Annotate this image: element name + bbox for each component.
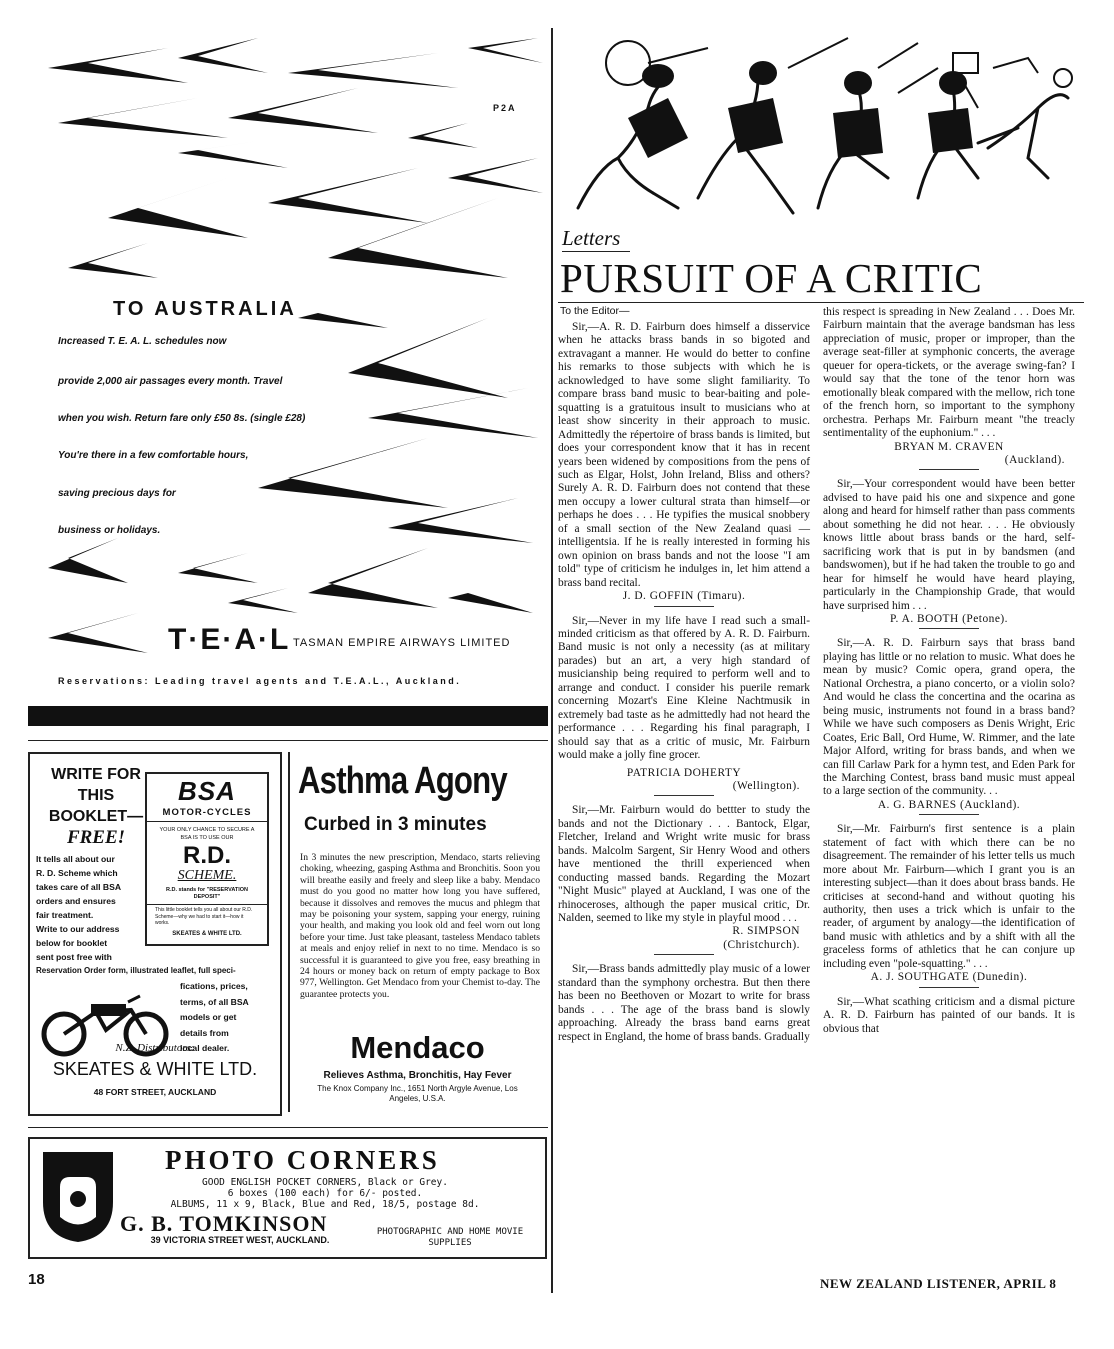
bsa-body <box>36 852 146 964</box>
letter-body: Sir,—Your correspondent would have been better advised to have paid his one and sixpence and gone along and heard for himself rather than pass comments about something he did not hear. . . . He obviously knows little about brass bands or the hard, self-sacrificing work that is put in by bandsmen (and bandswomen), but if he had taken the trouble to go and hear for himself he would have heard playing, particularly in the Championship Grade, that would have surprised him . . . <box>823 478 1075 612</box>
letter-body: Sir,—What scathing criticism and a dismal picture A. R. D. Fairburn has painted of our bands. It is obvious that <box>823 995 1075 1035</box>
letter-signature: BRYAN M. CRAVEN <box>894 440 1004 453</box>
bsa-badge-note: R.D. stands for "RESERVATION DEPOSIT" <box>165 887 249 900</box>
teal-copy-line: when you wish. Return fare only £50 8s. (single £28) <box>58 413 306 424</box>
letter-body: Sir,—A. R. D. Fairburn does himself a disservice when he attacks brass bands in so bigoted and extravagant a manner. He would do better to confine his remarks to those subjects with which he is acknowledged to have some slight familiarity. To compare brass band music to bear-baiting and pole-squatting is a gratuitous insult to musicians who at least show sincerity in their approach to music. Admittedly the répertoire of brass bands is limited, but does your correspondent know that it has in recent years been widened by compositions from the pens of such as Elgar, Holst, John Ireland, Bliss and others? Surely A. R. D. Fairburn does not contend that these men occupy a lower cultural strata than himself—or perhaps he does . . . He typifies the musical snobbery of a small section of the New Zealand quasi —intelligentsia. If he is really interested in forming his own opinion on brass bands and not the loose "I am told" type of criticism he indulges in, let him attend a brass band recital. <box>558 321 810 589</box>
teal-reservations: Reservations: Leading travel agents and T.E.A.L., Auckland. <box>58 676 462 686</box>
bsa-headline-line: THIS <box>77 787 115 804</box>
teal-advertisement <box>28 28 548 733</box>
bsa-body-line: orders and ensures <box>36 896 116 906</box>
bsa-distributor-label: N.Z. Distributors: <box>115 1042 195 1054</box>
bsa-body-line: local dealer. <box>180 1043 230 1053</box>
letter-signature: R. SIMPSON <box>732 925 800 938</box>
bsa-body-line: terms, of all BSA <box>180 996 249 1007</box>
bsa-body-line: takes care of all BSA <box>36 882 122 892</box>
bsa-address: 48 FORT STREET, AUCKLAND <box>93 1087 217 1097</box>
letter-signature: A. J. SOUTHGATE (Dunedin). <box>870 971 1028 984</box>
asthma-subtitle: Curbed in 3 minutes <box>304 814 487 835</box>
bsa-body-wide: Reservation Order form, illustrated leaflet, full speci- <box>36 966 236 975</box>
photo-corners-supplies: PHOTOGRAPHIC AND HOME MOVIE SUPPLIES <box>376 1227 524 1248</box>
ad-code: P2A <box>493 103 517 113</box>
teal-copy-line: You're there in a few comfortable hours, <box>58 450 249 461</box>
letter-divider <box>919 628 979 629</box>
mendaco-brand: Mendaco <box>350 1030 485 1065</box>
bsa-headline-free: FREE! <box>66 827 126 848</box>
letter-divider <box>654 795 714 796</box>
bsa-headline-line: BOOKLET— <box>48 808 144 825</box>
section-label: Letters <box>562 226 621 250</box>
bsa-body-line: R. D. Scheme which <box>36 868 118 878</box>
bsa-badge-rd: R.D. <box>183 842 231 869</box>
bsa-headline-line: WRITE FOR <box>51 766 141 783</box>
letter-body: Sir,—Mr. Fairburn's first sentence is a plain statement of fact with which there can be no disagreement. The remainder of his letter tells us much more about Mr. Fairburn—which I grant you is an interesting subject—than it does about brass bands. He criticises at second-hand and without quoting his authority, then uses a trick which is unfair to the reader, of argument by analogy—the identification of band music with athletics and by a shift with all the graceless forms of athletics that he can conjure up including even "pole-squatting." . . . <box>823 823 1075 970</box>
letters-column-2 <box>823 306 1075 1036</box>
letter-divider <box>919 987 979 988</box>
letter-signature-place: (Wellington). <box>732 779 800 792</box>
bsa-badge-small: YOUR ONLY CHANCE TO SECURE A BSA IS TO USE OUR <box>159 827 255 841</box>
letter-divider <box>654 606 714 607</box>
letter-signature-place: (Christchurch). <box>723 938 800 951</box>
salutation: To the Editor— <box>560 305 630 317</box>
mendaco-address: The Knox Company Inc., 1651 North Argyle Avenue, Los Angeles, U.S.A. <box>317 1084 518 1103</box>
teal-copy-line: Increased T. E. A. L. schedules now <box>58 336 227 347</box>
photo-corners-merchant: G. B. TOMKINSON <box>120 1211 328 1236</box>
publication-footer: NEW ZEALAND LISTENER, APRIL 8 <box>820 1276 1057 1291</box>
section-label-underline <box>562 251 630 252</box>
bsa-body-line: It tells all about our <box>36 854 115 864</box>
bsa-badge-fine: This little booklet tells you all about our R.D. Scheme—why we had to start it—how it works. <box>147 904 267 929</box>
teal-copy-line: business or holidays. <box>58 525 161 536</box>
asthma-advertisement <box>288 752 545 1112</box>
photo-corners-address: 39 VICTORIA STREET WEST, AUCKLAND. <box>150 1235 330 1245</box>
teal-footer-bar <box>28 706 548 726</box>
letter-body: Sir,—A. R. D. Fairburn says that brass band playing has little or no relation to music. What does he mean by music? Comic opera, grand opera, the National Orchestra, a piano concerto, or a violin solo? And would he class the concertina and the ocarina as being music, instruments not found in a brass band? While we have such composers as Denis Wright, Eric Coates, Eric Ball, Ord Hume, W. Rimmer, and the late Major Alford, writing for brass bands, and when we can fill Carlaw Park for a hymn test, and Eden Park for the Marching Contest, brass band music must appeal to a large section of the community. . . <box>823 637 1075 798</box>
letter-body: this respect is spreading in New Zealand . . . Does Mr. Fairburn maintain that the average bandsman has less appreciation of music, proper or improper, than the average seat-filler at symphonic concerts, the average queuer for opera-tickets, or the average swing-fan? I would say that the tone of the tenor horn was emotionally bleak compared with the mellow, rich tone of the french horn, so important to the symphony orchestra. Perhaps Mr. Fairburn meant "the treacly sentimentality of the euphonium." . . . <box>823 306 1075 440</box>
letter-divider <box>919 814 979 815</box>
photo-corners-title: PHOTO CORNERS <box>165 1145 440 1175</box>
letters-column-1 <box>558 321 810 1044</box>
ad-divider <box>28 740 548 741</box>
letter-signature: PATRICIA DOHERTY <box>626 766 742 779</box>
teal-copy-line: provide 2,000 air passages every month. Travel <box>58 376 283 387</box>
bsa-headline <box>46 764 146 848</box>
bsa-body-line: details from <box>180 1027 229 1038</box>
letter-divider <box>919 469 979 470</box>
bsa-booklet-badge <box>145 772 269 946</box>
bsa-body-line: sent post free with <box>36 952 112 962</box>
photo-corners-line: ALBUMS, 11 x 9, Black, Blue and Red, 18/5, postage 8d. <box>170 1199 480 1210</box>
teal-headline: TO AUSTRALIA <box>113 298 297 320</box>
bsa-body-line: fications, prices, <box>180 981 248 991</box>
article-headline: PURSUIT OF A CRITIC <box>560 255 983 301</box>
bsa-badge-foot: SKEATES & WHITE LTD. <box>172 930 242 937</box>
bsa-logo: BSA <box>178 776 236 806</box>
band-chase-illustration <box>558 28 1088 223</box>
photo-corners-line: 6 boxes (100 each) for 6/- posted. <box>227 1188 423 1199</box>
ad-divider <box>28 1127 548 1128</box>
teal-copy-line: saving precious days for <box>58 488 176 499</box>
teal-brand-full: TASMAN EMPIRE AIRWAYS LIMITED <box>293 637 511 649</box>
letter-signature-place: (Auckland). <box>1004 453 1065 466</box>
mendaco-tagline: Relieves Asthma, Bronchitis, Hay Fever <box>323 1070 512 1081</box>
bsa-body-line: Write to our address <box>36 924 120 934</box>
letter-signature: J. D. GOFFIN (Timaru). <box>622 590 746 603</box>
swallows-illustration <box>28 28 548 708</box>
photo-corner-icon <box>38 1147 118 1247</box>
photo-corners-advertisement <box>28 1137 547 1259</box>
letter-body: Sir,—Brass bands admittedly play music of a lower standard than the symphony orchestra. But then there has been no Beethoven or Mozart to write for brass bands . . . The age of the brass band is slowly approaching. Already the brass band earns great respect in England, the home of brass bands. Gradually <box>558 963 810 1043</box>
letter-signature: A. G. BARNES (Auckland). <box>877 798 1021 811</box>
bsa-logo-sub: MOTOR-CYCLES <box>147 807 267 822</box>
letter-body: Sir,—Never in my life have I read such a small-minded criticism as that offered by A. R. D. Fairburn. Band music is not only a necessity (as at military parades) but an art, a very high standard of musicianship being required to perform well and to arrange and conduct. I consider his puerile remark concerning Mozart's Eine Kleine Nachtmusik in extremely bad taste as he admittedly had not heard the performance . . . Regarding his final paragraph, I should say that as a critic of music, Mr. Fairburn would make a jolly fine grocer. <box>558 614 810 762</box>
column-divider <box>551 28 553 1293</box>
asthma-body: In 3 minutes the new prescription, Mendaco, starts relieving choking, wheezing, gasping Asthma and Bronchitis. Soon you will breathe easily and freely and sleep like a baby. Mendaco must do you good no matter how long you have suffered, because it dissolves and removes the mucus and phlegm that may be poisoning your system, sapping your energy, ruining your health, and making you look old and feel worn out long before your time. Just take pleasant, tasteless Mendaco tablets at meals and enjoy relief in next to no time. Mendaco is so successful it is guaranteed to give you free, easy breathing in 24 hours or money back on return of empty package to Box 977, Wellington. Get Mendaco from your Chemist to-day. The guarantee protects you. <box>300 852 540 1000</box>
teal-brand: T·E·A·L <box>168 623 291 656</box>
photo-corners-line: GOOD ENGLISH POCKET CORNERS, Black or Grey. <box>202 1177 448 1188</box>
letter-divider <box>654 954 714 955</box>
headline-rule <box>558 302 1084 303</box>
asthma-title: Asthma Agony <box>298 760 507 802</box>
bsa-body-line: fair treatment. <box>36 910 94 920</box>
bsa-distributor: SKEATES & WHITE LTD. <box>52 1059 258 1079</box>
bsa-body-line: below for booklet <box>36 938 108 948</box>
letter-body: Sir,—Mr. Fairburn would do bettter to study the bands and not the Dictionary . . . Bantock, Elgar, Fletcher, Ireland and Wright write music for brass bands. Malcolm Sargent, Sir Henry Wood and others have mentioned the thrill experienced when conducting massed bands. Regarding the Mozart "Night Music" played at Auckland, I was one of the rhinoceroses, although the paper musical critic, Dr. Nalden, seemed to like my style in playful mood . . . <box>558 804 810 925</box>
bsa-body-line: models or get <box>180 1012 237 1022</box>
page-number: 18 <box>28 1271 45 1288</box>
bsa-advertisement <box>28 752 282 1116</box>
bsa-badge-scheme: SCHEME. <box>177 868 237 883</box>
letter-signature: P. A. BOOTH (Petone). <box>889 612 1009 625</box>
